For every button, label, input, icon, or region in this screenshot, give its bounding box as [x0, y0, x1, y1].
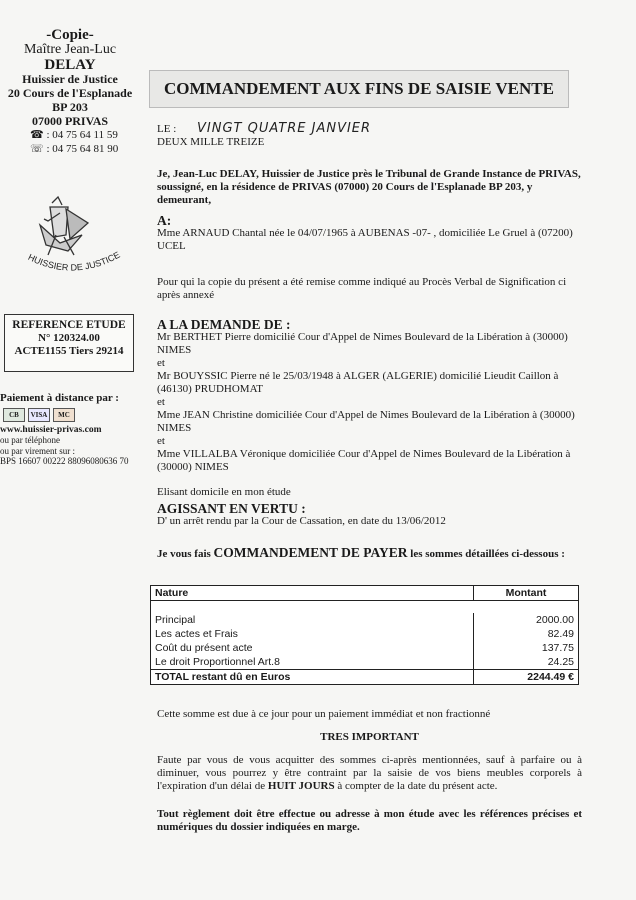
mastercard-icon: MC	[53, 408, 75, 422]
document-title-box	[149, 70, 569, 108]
creditor-item: Mme VILLALBA Véronique domiciliée Cour d'Appel de Nimes Boulevard de la Libération à (30000) NIMES	[157, 448, 571, 473]
creditor-item: Mr BERTHET Pierre domicilié Cour d'Appel de Nimes Boulevard de la Libération à (30000) NIMES	[157, 331, 568, 356]
vertu-block	[157, 502, 582, 528]
row-value: 24.25	[473, 655, 578, 669]
handwritten-date: VINGT QUATRE JANVIER	[197, 121, 372, 136]
row-label: Coût du présent acte	[155, 642, 253, 654]
recipient-label: A:	[157, 213, 172, 228]
date-label: LE :	[157, 123, 177, 135]
row-label: Le droit Proportionnel Art.8	[155, 656, 280, 668]
recipient-block	[157, 214, 582, 253]
bailiff-role: Huissier de Justice	[22, 72, 118, 86]
phone-number: ☎ : 04 75 64 11 59	[30, 129, 118, 141]
bailiff-header	[0, 28, 140, 156]
total-value: 2244.49 €	[473, 670, 578, 684]
payment-block	[0, 393, 140, 467]
creditors-label: A LA DEMANDE DE :	[157, 317, 291, 332]
row-value: 137.75	[473, 641, 578, 655]
conjunction: et	[157, 357, 165, 369]
document-title: COMMANDEMENT AUX FINS DE SAISIE VENTE	[164, 79, 554, 98]
fax-number: ☏ : 04 75 64 81 90	[30, 143, 119, 155]
payment-website: www.huissier-privas.com	[0, 424, 102, 435]
date-block	[157, 122, 582, 149]
intro-paragraph: Je, Jean-Luc DELAY, Huissier de Justice près le Tribunal de Grande Instance de PRIVAS, soussigné, en la résidence de PRIVAS (07000) 20 Cours de l'Esplanade BP 203, y demeurant,	[157, 168, 581, 206]
important-bold: HUIT JOURS	[267, 780, 335, 792]
elisant-domicile: Elisant domicile en mon étude	[157, 486, 291, 498]
copy-label: -Copie-	[46, 27, 94, 43]
creditor-item: Mr BOUYSSIC Pierre né le 25/03/1948 à ALGER (ALGERIE) domicilié Lieudit Caillon à (46130) PRUDHOMAT	[157, 370, 559, 395]
important-paragraph	[157, 754, 582, 793]
bailiff-name: DELAY	[44, 57, 96, 73]
commandement-pre: Je vous fais	[157, 548, 214, 560]
show-through-text	[240, 32, 244, 49]
commandement-big: COMMANDEMENT DE PAYER	[213, 545, 408, 560]
recipient-text: Mme ARNAUD Chantal née le 04/07/1965 à AUBENAS -07- , domiciliée Le Gruel à (07200) UCEL	[157, 227, 573, 252]
conjunction: et	[157, 435, 165, 447]
reference-acte: ACTE1155 Tiers 29214	[14, 345, 124, 357]
amounts-table	[150, 585, 579, 685]
bailiff-address: 20 Cours de l'Esplanade	[7, 86, 133, 100]
important-title	[157, 731, 582, 744]
table-total-row	[151, 669, 578, 684]
table-row	[151, 641, 578, 655]
col-nature-header: Nature	[155, 587, 189, 599]
table-header	[151, 586, 578, 601]
col-montant-header: Montant	[473, 586, 578, 600]
creditors-block	[157, 318, 582, 499]
row-label: Principal	[155, 614, 196, 626]
visa-card-icon: VISA	[28, 408, 50, 422]
vertu-text: D' un arrêt rendu par la Cour de Cassation, en date du 13/06/2012	[157, 515, 446, 527]
payment-account: BPS 16607 00222 88096080636 70	[0, 456, 129, 466]
vertu-label: AGISSANT EN VERTU :	[157, 501, 306, 516]
reference-box	[4, 314, 134, 372]
important-text-b: à compter de la date du présent acte.	[334, 780, 498, 792]
payment-phone-line: ou par téléphone	[0, 435, 60, 445]
bailiff-bp: BP 203	[52, 100, 88, 114]
commandement-line	[157, 546, 582, 561]
important-text-a: Faute par vous de vous acquitter des sommes ci-après mentionnées, sauf à parfaire ou à diminuer, vous pourrez y être contraint par la saisie de vos biens meubles corporels à l'expiration d'un délai de	[157, 754, 582, 792]
bailiff-title: Maître Jean-Luc	[23, 42, 117, 57]
due-note: Cette somme est due à ce jour pour un paiement immédiat et non fractionné	[157, 708, 491, 720]
row-label: Les actes et Frais	[155, 628, 238, 640]
bailiff-city: 07000 PRIVAS	[31, 114, 109, 128]
payment-transfer-line: ou par virement sur :	[0, 445, 75, 456]
cb-card-icon: CB	[3, 408, 25, 422]
reference-title: REFERENCE ETUDE	[12, 319, 126, 331]
important-title-text: TRES IMPORTANT	[320, 731, 419, 743]
table-row	[151, 627, 578, 641]
closing-paragraph: Tout règlement doit être effectue ou adresse à mon étude avec les références précises et numériques du dossier indiquées en marge.	[157, 808, 582, 833]
reference-number: N° 120324.00	[38, 332, 100, 344]
table-row	[151, 655, 578, 669]
conjunction: et	[157, 396, 165, 408]
card-logos	[3, 408, 140, 422]
commandement-post: les sommes détaillées ci-dessous :	[407, 548, 565, 560]
copy-note: Pour qui la copie du présent a été remise comme indiqué au Procès Verbal de Signification ci après annexé	[157, 276, 567, 301]
row-value: 82.49	[473, 627, 578, 641]
payment-title: Paiement à distance par :	[0, 392, 119, 404]
date-year: DEUX MILLE TREIZE	[157, 136, 265, 148]
logo-text: HUISSIER DE JUSTICE	[26, 249, 122, 273]
row-value: 2000.00	[473, 613, 578, 627]
total-label: TOTAL restant dû en Euros	[155, 671, 291, 683]
huissier-logo	[10, 195, 130, 285]
table-row	[151, 601, 578, 627]
creditor-item: Mme JEAN Christine domiciliée Cour d'Appel de Nimes Boulevard de la Libération à (30000) NIMES	[157, 409, 575, 434]
